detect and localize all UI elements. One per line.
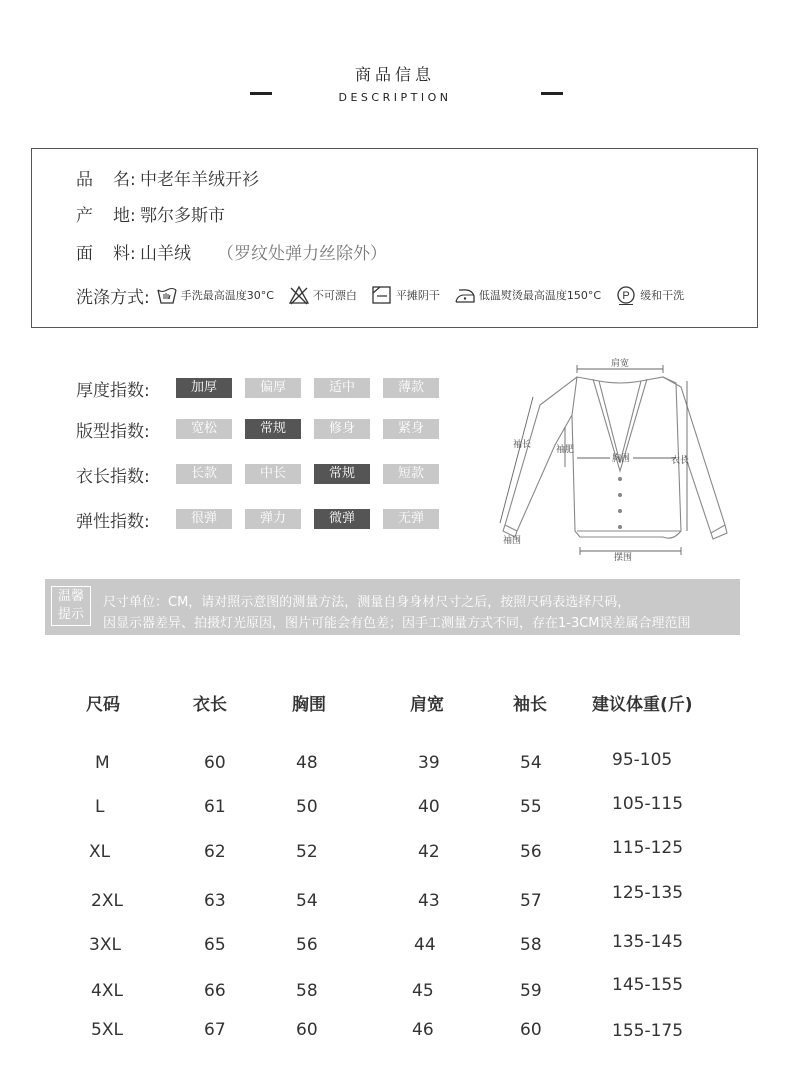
table-cell: 65 bbox=[204, 935, 226, 955]
table-cell: M bbox=[95, 753, 110, 773]
info-value: 山羊绒 bbox=[140, 244, 191, 264]
table-cell: 61 bbox=[204, 797, 226, 817]
dry-clean-p-icon bbox=[615, 285, 637, 305]
index-option-selected: 微弹 bbox=[314, 509, 370, 529]
care-item bbox=[288, 285, 357, 305]
table-header-cell: 袖长 bbox=[513, 695, 547, 715]
diagram-sleeve-width-label: 袖肥 bbox=[555, 444, 575, 454]
table-cell: 5XL bbox=[91, 1020, 123, 1040]
care-text: 手洗最高温度30°C bbox=[180, 289, 274, 302]
care-text: 缓和干洗 bbox=[640, 289, 685, 302]
index-option: 弹力 bbox=[245, 509, 301, 529]
diagram-chest-label: 胸围 bbox=[611, 453, 631, 463]
table-cell: 39 bbox=[418, 753, 440, 773]
info-value: 鄂尔多斯市 bbox=[140, 206, 225, 226]
table-cell: 43 bbox=[418, 891, 440, 911]
index-row bbox=[76, 464, 452, 487]
table-cell: 46 bbox=[412, 1020, 434, 1040]
table-cell: 48 bbox=[296, 753, 318, 773]
table-header-cell: 衣长 bbox=[193, 695, 227, 715]
index-option-selected: 常规 bbox=[245, 419, 301, 439]
index-option: 宽松 bbox=[176, 419, 232, 439]
svg-text:P: P bbox=[622, 290, 630, 302]
tips-line-1: 尺寸单位：CM，请对照示意图的测量方法，测量自身身材尺寸之后，按照尺码表选择尺码， bbox=[103, 595, 631, 610]
care-text: 低温熨烫最高温度150°C bbox=[478, 289, 602, 302]
diagram-length-label: 衣长 bbox=[670, 455, 690, 465]
table-cell: L bbox=[95, 797, 105, 817]
tips-badge bbox=[51, 586, 91, 626]
care-item bbox=[156, 285, 274, 305]
index-label: 弹性指数: bbox=[76, 511, 150, 532]
index-label: 衣长指数: bbox=[76, 466, 150, 487]
care-label: 洗涤方式: bbox=[76, 287, 150, 308]
table-cell: 60 bbox=[296, 1020, 318, 1040]
diagram-hem-label: 摆围 bbox=[613, 552, 633, 562]
index-option: 短款 bbox=[383, 464, 439, 484]
index-row bbox=[76, 509, 452, 532]
index-option: 适中 bbox=[314, 378, 370, 398]
table-cell: 54 bbox=[296, 891, 318, 911]
table-cell: 155-175 bbox=[612, 1021, 684, 1041]
table-cell: 63 bbox=[204, 891, 226, 911]
table-cell: 56 bbox=[296, 935, 318, 955]
title-dash-right bbox=[541, 92, 563, 95]
care-row bbox=[76, 282, 698, 308]
table-header-cell: 胸围 bbox=[292, 695, 326, 715]
table-cell: 3XL bbox=[89, 935, 121, 955]
care-item bbox=[371, 285, 440, 305]
info-row-origin: 产地: 鄂尔多斯市 bbox=[76, 206, 225, 226]
info-value: 中老年羊绒开衫 bbox=[140, 170, 259, 190]
index-row bbox=[76, 419, 452, 442]
table-header-cell: 建议体重(斤) bbox=[592, 695, 693, 715]
table-header-cell: 肩宽 bbox=[410, 695, 444, 715]
diagram-shoulder-label: 肩宽 bbox=[610, 358, 630, 368]
care-text: 不可漂白 bbox=[312, 289, 357, 302]
table-cell: 66 bbox=[204, 981, 226, 1001]
table-cell: 55 bbox=[520, 797, 542, 817]
index-label: 版型指数: bbox=[76, 421, 150, 442]
index-option: 修身 bbox=[314, 419, 370, 439]
info-label: 产地 bbox=[76, 206, 130, 226]
no-bleach-icon bbox=[288, 285, 310, 305]
care-text: 平摊阴干 bbox=[395, 289, 440, 302]
table-cell: 57 bbox=[520, 891, 542, 911]
info-row-material: 面料: 山羊绒 （罗纹处弹力丝除外） bbox=[76, 244, 387, 264]
index-option-selected: 常规 bbox=[314, 464, 370, 484]
left-sleeve bbox=[505, 377, 577, 531]
info-note: （罗纹处弹力丝除外） bbox=[217, 244, 387, 264]
table-cell: 60 bbox=[520, 1020, 542, 1040]
care-item bbox=[454, 285, 601, 305]
low-iron-icon bbox=[454, 285, 476, 305]
table-cell: 56 bbox=[520, 842, 542, 862]
section-subtitle: DESCRIPTION bbox=[338, 91, 452, 104]
table-cell: 50 bbox=[296, 797, 318, 817]
table-cell: 40 bbox=[418, 797, 440, 817]
tips-line-2: 因显示器差异、拍摄灯光原因，图片可能会有色差；因手工测量方式不同，存在1-3CM误差属合理范围 bbox=[103, 616, 691, 631]
table-cell: 45 bbox=[412, 981, 434, 1001]
table-cell: 52 bbox=[296, 842, 318, 862]
table-cell: 42 bbox=[418, 842, 440, 862]
info-label: 品名 bbox=[76, 170, 130, 190]
title-dash-left bbox=[250, 92, 272, 95]
index-option: 长款 bbox=[176, 464, 232, 484]
table-cell: 105-115 bbox=[612, 794, 684, 814]
section-title: 商品信息 bbox=[354, 65, 435, 84]
table-cell: 145-155 bbox=[612, 975, 684, 995]
table-cell: 60 bbox=[204, 753, 226, 773]
index-option: 无弹 bbox=[383, 509, 439, 529]
info-label: 面料 bbox=[76, 244, 130, 264]
diagram-cuff-label: 袖围 bbox=[502, 535, 522, 545]
table-cell: 62 bbox=[204, 842, 226, 862]
care-item bbox=[615, 285, 684, 305]
table-cell: 2XL bbox=[91, 891, 123, 911]
table-cell: 44 bbox=[414, 935, 436, 955]
flat-dry-shade-icon bbox=[371, 285, 393, 305]
table-cell: 54 bbox=[520, 753, 542, 773]
index-option: 中长 bbox=[245, 464, 301, 484]
hand-wash-icon bbox=[156, 285, 178, 305]
table-cell: 135-145 bbox=[612, 932, 684, 952]
table-cell: 115-125 bbox=[612, 838, 684, 858]
index-option: 紧身 bbox=[383, 419, 439, 439]
table-cell: 125-135 bbox=[612, 883, 684, 903]
index-option: 很弹 bbox=[176, 509, 232, 529]
index-option-selected: 加厚 bbox=[176, 378, 232, 398]
info-row-name: 品名: 中老年羊绒开衫 bbox=[76, 170, 259, 190]
cardigan-measurement-diagram bbox=[495, 355, 735, 565]
index-label: 厚度指数: bbox=[76, 380, 150, 401]
index-option: 偏厚 bbox=[245, 378, 301, 398]
tips-badge-text: 温馨提示 bbox=[57, 589, 84, 622]
table-header-cell: 尺码 bbox=[86, 695, 120, 715]
table-cell: 4XL bbox=[91, 981, 123, 1001]
index-option: 薄款 bbox=[383, 378, 439, 398]
table-cell: 58 bbox=[520, 935, 542, 955]
index-row bbox=[76, 378, 452, 401]
diagram-sleeve-label: 袖长 bbox=[512, 439, 532, 449]
table-cell: 59 bbox=[520, 981, 542, 1001]
table-cell: XL bbox=[89, 842, 111, 862]
table-cell: 95-105 bbox=[612, 750, 673, 770]
table-cell: 58 bbox=[296, 981, 318, 1001]
table-cell: 67 bbox=[204, 1020, 226, 1040]
